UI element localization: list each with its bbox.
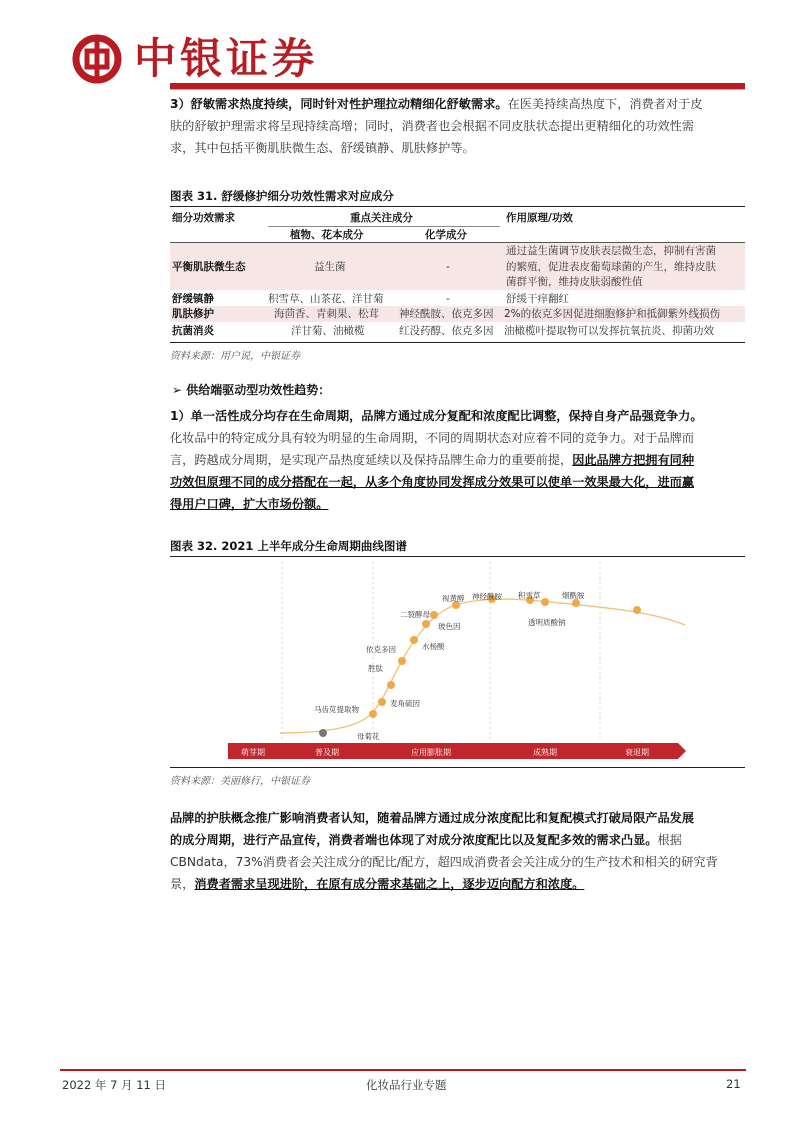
ingredient-label: 二裂酵母 xyxy=(400,610,430,619)
ingredient-point xyxy=(422,620,430,628)
ingredient-point xyxy=(572,599,580,607)
ingredient-point xyxy=(378,698,386,706)
intro-line2: 肤的舒敏护理需求将呈现持续高增；同时，消费者也会根据不同皮肤状态提出更精细化的功效性需 xyxy=(170,119,695,133)
footer-date: 2022 年 7 月 11 日 xyxy=(62,1078,166,1092)
stage-arrow-bar xyxy=(228,743,686,759)
lifecycle-chart xyxy=(170,557,745,767)
closing-line4-rest: 景， xyxy=(170,877,195,891)
subheader-rule xyxy=(268,226,500,227)
row1-mechanism-line: 的繁殖，促进表皮葡萄球菌的产生，维持皮肤 xyxy=(506,260,716,273)
supply-paragraph xyxy=(170,405,745,515)
row3-need: 肌肤修护 xyxy=(172,308,214,320)
row1-mechanism-line: 通过益生菌调节皮肤表层微生态，抑制有害菌 xyxy=(506,245,716,257)
col-header-chem: 化学成分 xyxy=(425,229,467,241)
row4-need: 抗菌消炎 xyxy=(172,325,214,337)
ingredient-point xyxy=(398,657,406,665)
table-top-rule xyxy=(170,206,745,207)
row4-mechanism: 油橄榄叶提取物可以发挥抗氧抗炎、抑菌功效 xyxy=(504,325,714,337)
supply-line2: 化妆品中的特定成分具有较为明显的生命周期，不同的周期状态对应着不同的竞争力。对于品牌而 xyxy=(170,431,695,445)
ingredient-point xyxy=(387,681,395,689)
stage-label: 应用膨胀期 xyxy=(411,748,451,757)
brand-name: 中银证券 xyxy=(134,34,319,83)
table-caption: 图表 31. 舒缓修护细分功效性需求对应成分 xyxy=(170,189,394,203)
row4-chem: 红没药醇、依克多因 xyxy=(399,325,494,337)
page-number: 21 xyxy=(726,1077,741,1091)
closing-line1: 品牌的护肤概念推广影响消费者认知，随着品牌方通过成分浓度配比和复配模式打破局限产品发展 xyxy=(170,811,695,825)
footer-title: 化妆品行业专题 xyxy=(366,1078,447,1092)
closing-line4-underline: 消费者需求呈现进阶，在原有成分需求基础之上，逐步迈向配方和浓度。 xyxy=(194,877,585,891)
ingredient-point xyxy=(319,729,327,737)
stage-label: 普及期 xyxy=(315,748,339,757)
row2-need: 舒缓镇静 xyxy=(172,293,214,305)
ingredient-label: 积雪草 xyxy=(518,591,541,600)
ingredient-point xyxy=(541,598,549,606)
row1-plant: 益生菌 xyxy=(314,261,346,273)
ingredient-label: 胜肽 xyxy=(368,664,383,673)
row3-chem: 神经酰胺、依克多因 xyxy=(399,308,494,320)
closing-line2-bold: 的成分周期，进行产品宣传，消费者端也体现了对成分浓度配比以及复配多效的需求凸显。 xyxy=(170,833,658,847)
footer-rule xyxy=(60,1069,746,1071)
stage-label: 衰退期 xyxy=(625,748,649,757)
stage-guides xyxy=(282,562,600,742)
ingredient-point xyxy=(369,710,377,718)
row3-mechanism: 2%的依克多因促进细胞修护和抵御紫外线损伤 xyxy=(504,308,721,320)
ingredient-point xyxy=(633,606,641,614)
col-header-plant: 植物、花本成分 xyxy=(290,229,364,241)
col-header-need: 细分功效需求 xyxy=(172,212,235,224)
table-source: 资料来源：用户说，中银证券 xyxy=(170,351,300,362)
stage-label: 成熟期 xyxy=(533,748,557,757)
closing-line3: CBNdata，73%消费者会关注成分的配比/配方，超四成消费者会关注成分的生产技术和相关的研究背 xyxy=(170,855,718,869)
row4-plant: 洋甘菊、油橄榄 xyxy=(291,325,365,337)
supply-line3-underline: 因此品牌方把拥有同种 xyxy=(572,453,695,467)
ingredient-point xyxy=(430,611,438,619)
stage-label: 萌芽期 xyxy=(241,748,265,757)
supply-line4: 功效但原理不同的成分搭配在一起，从多个角度协同发挥成分效果可以使单一效果最大化，进而赢 xyxy=(170,475,695,489)
table-bottom-rule xyxy=(170,342,745,343)
header-rule-thin xyxy=(170,89,745,90)
ingredient-label: 水杨酸 xyxy=(422,642,445,651)
ingredient-label: 麦角硫因 xyxy=(390,699,420,708)
chart-source: 资料来源：美丽修行，中银证券 xyxy=(170,776,310,787)
row2-chem: - xyxy=(446,293,450,305)
ingredient-label: 玻色因 xyxy=(438,622,461,631)
supply-line3-rest: 言，跨越成分周期，是实现产品热度延续以及保持品牌生命力的重要前提， xyxy=(170,453,573,467)
intro-paragraph xyxy=(170,93,745,159)
intro-line1-bold: 3）舒敏需求热度持续，同时针对性护理拉动精细化舒敏需求。 xyxy=(170,97,508,111)
supply-line1: 1）单一活性成分均存在生命周期，品牌方通过成分复配和浓度配比调整，保持自身产品强竞争力。 xyxy=(170,409,703,423)
ingredient-label: 神经酰胺 xyxy=(472,592,502,601)
ingredient-labels xyxy=(314,590,585,741)
row1-chem: - xyxy=(446,261,450,273)
intro-line3: 求，其中包括平衡肌肤微生态、舒缓镇静、肌肤修护等。 xyxy=(170,141,475,155)
chart-caption: 图表 32. 2021 上半年成分生命周期曲线图谱 xyxy=(170,539,407,553)
row3-plant: 海茴香、青刺果、松茸 xyxy=(274,308,379,320)
row2-mechanism: 舒缓干痒翻红 xyxy=(506,293,569,305)
closing-line2-rest: 根据 xyxy=(657,833,682,847)
ingredient-label: 视黄醇 xyxy=(442,594,465,603)
row2-plant: 积雪草、山茶花、洋甘菊 xyxy=(268,293,384,305)
ingredient-label: 马齿苋提取物 xyxy=(314,705,359,714)
ingredient-label: 烟酰胺 xyxy=(562,591,585,600)
row1-need: 平衡肌肤微生态 xyxy=(172,261,246,273)
col-header-ingredients: 重点关注成分 xyxy=(350,212,413,224)
supply-heading: ➢ 供给端驱动型功效性趋势： xyxy=(172,383,331,397)
intro-line1-rest: 在医美持续高热度下，消费者对于皮 xyxy=(507,97,703,111)
ingredient-label: 母菊花 xyxy=(357,732,380,741)
ingredient-label: 透明质酸钠 xyxy=(528,618,566,627)
row1-mechanism-line: 菌群平衡，维持皮肤弱酸性值 xyxy=(506,276,643,288)
bank-of-china-logo-icon xyxy=(72,34,122,84)
supply-line5: 得用户口碑，扩大市场份额。 xyxy=(170,497,329,511)
ingredient-point xyxy=(410,636,418,644)
closing-paragraph xyxy=(170,807,745,895)
col-header-mechanism: 作用原理/功效 xyxy=(506,212,573,224)
ingredient-label: 依克多因 xyxy=(366,645,396,654)
row1-mechanism xyxy=(506,244,716,291)
page-header xyxy=(0,0,794,100)
